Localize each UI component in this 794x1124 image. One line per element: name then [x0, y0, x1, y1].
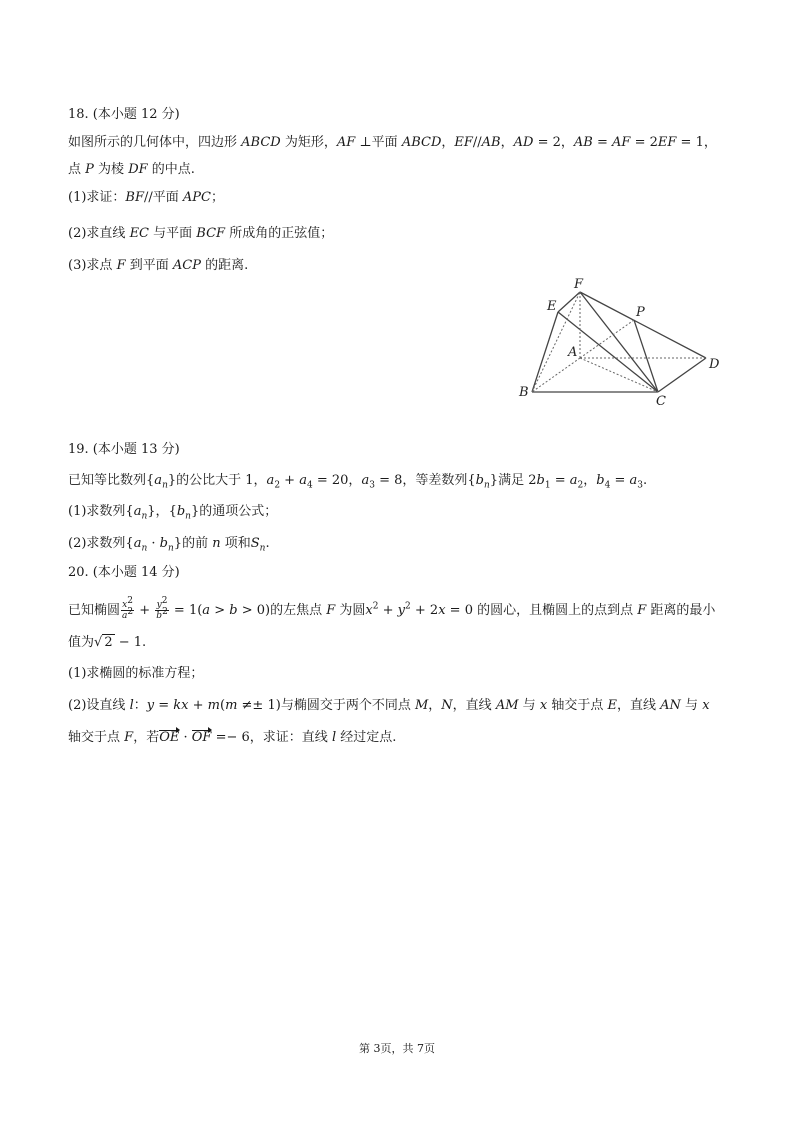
q18-heading: 18. (本小题 12 分): [68, 107, 180, 122]
label-D: D: [709, 357, 720, 372]
edge-BE: [532, 312, 558, 392]
edge-AB: [532, 358, 580, 392]
label-A: A: [568, 345, 578, 360]
q18-intro-line-2: 点 P 为棱 DF 的中点.: [68, 162, 195, 177]
page-footer: 第 3页，共 7页: [359, 1042, 435, 1055]
q20-intro-line-2: 值为√ 2 − 1.: [68, 635, 147, 650]
edge-DC: [658, 358, 706, 392]
q19-part-1: (1)求数列$\{a_n\}$，$\{b_n\}$的通项公式；: [68, 504, 278, 522]
label-F: F: [574, 277, 584, 292]
label-B: B: [519, 385, 529, 400]
q18-part-1: (1)求证：BF//平面 APC；: [68, 190, 225, 205]
q20-part-2-line-1: (2)设直线 l：y = kx + m(m ≠± 1)与椭圆交于两个不同点 M，N，直线 AM 与 x 轴交于点 E，直线 AN 与 x: [68, 698, 710, 713]
geometry-figure: [510, 272, 730, 408]
label-C: C: [656, 394, 666, 408]
q18-part-3: (3)求点 F 到平面 ACP 的距离.: [68, 258, 249, 273]
edge-AC: [580, 358, 658, 392]
edge-EF: [558, 292, 580, 312]
edge-FC: [580, 292, 658, 392]
q20-part-1: (1)求椭圆的标准方程；: [68, 666, 204, 681]
q20-heading: 20. (本小题 14 分): [68, 565, 180, 580]
q18-part-2: (2)求直线 EC 与平面 BCF 所成角的正弦值；: [68, 226, 334, 241]
q19-heading: 19. (本小题 13 分): [68, 442, 180, 457]
label-P: P: [636, 305, 645, 320]
q19-intro: 已知等比数列$\{a_n\}$的公比大于 1，$a_2 + a_4 = 20$，$a_3 = 8$，等差数列$\{b_n\}$满足 $2b_1 = a_2$，$b_4 = a_3$.: [68, 473, 648, 491]
q20-part-2-line-2: 轴交于点 F，若OE · OF =− 6，求证：直线 l 经过定点.: [68, 730, 397, 745]
label-E: E: [547, 299, 557, 314]
q20-intro-line-1: 已知椭圆 $\frac{x^2}{a^2}$ + $\frac{y^2}{b^2}$ = 1(a > b > 0)的左焦点 F 为圆$x^2 + y^2 + 2x = 0$ 的圆心，且椭圆上的点到点 F 距离的最小: [68, 596, 716, 621]
q18-intro-line-1: 如图所示的几何体中，四边形 ABCD 为矩形，AF ⊥平面 ABCD，EF//AB，AD = 2，AB = AF = 2EF = 1，: [68, 135, 717, 150]
q19-part-2: (2)求数列$\{a_n \cdot b_n\}$的前 n 项和$S_n$.: [68, 536, 270, 554]
